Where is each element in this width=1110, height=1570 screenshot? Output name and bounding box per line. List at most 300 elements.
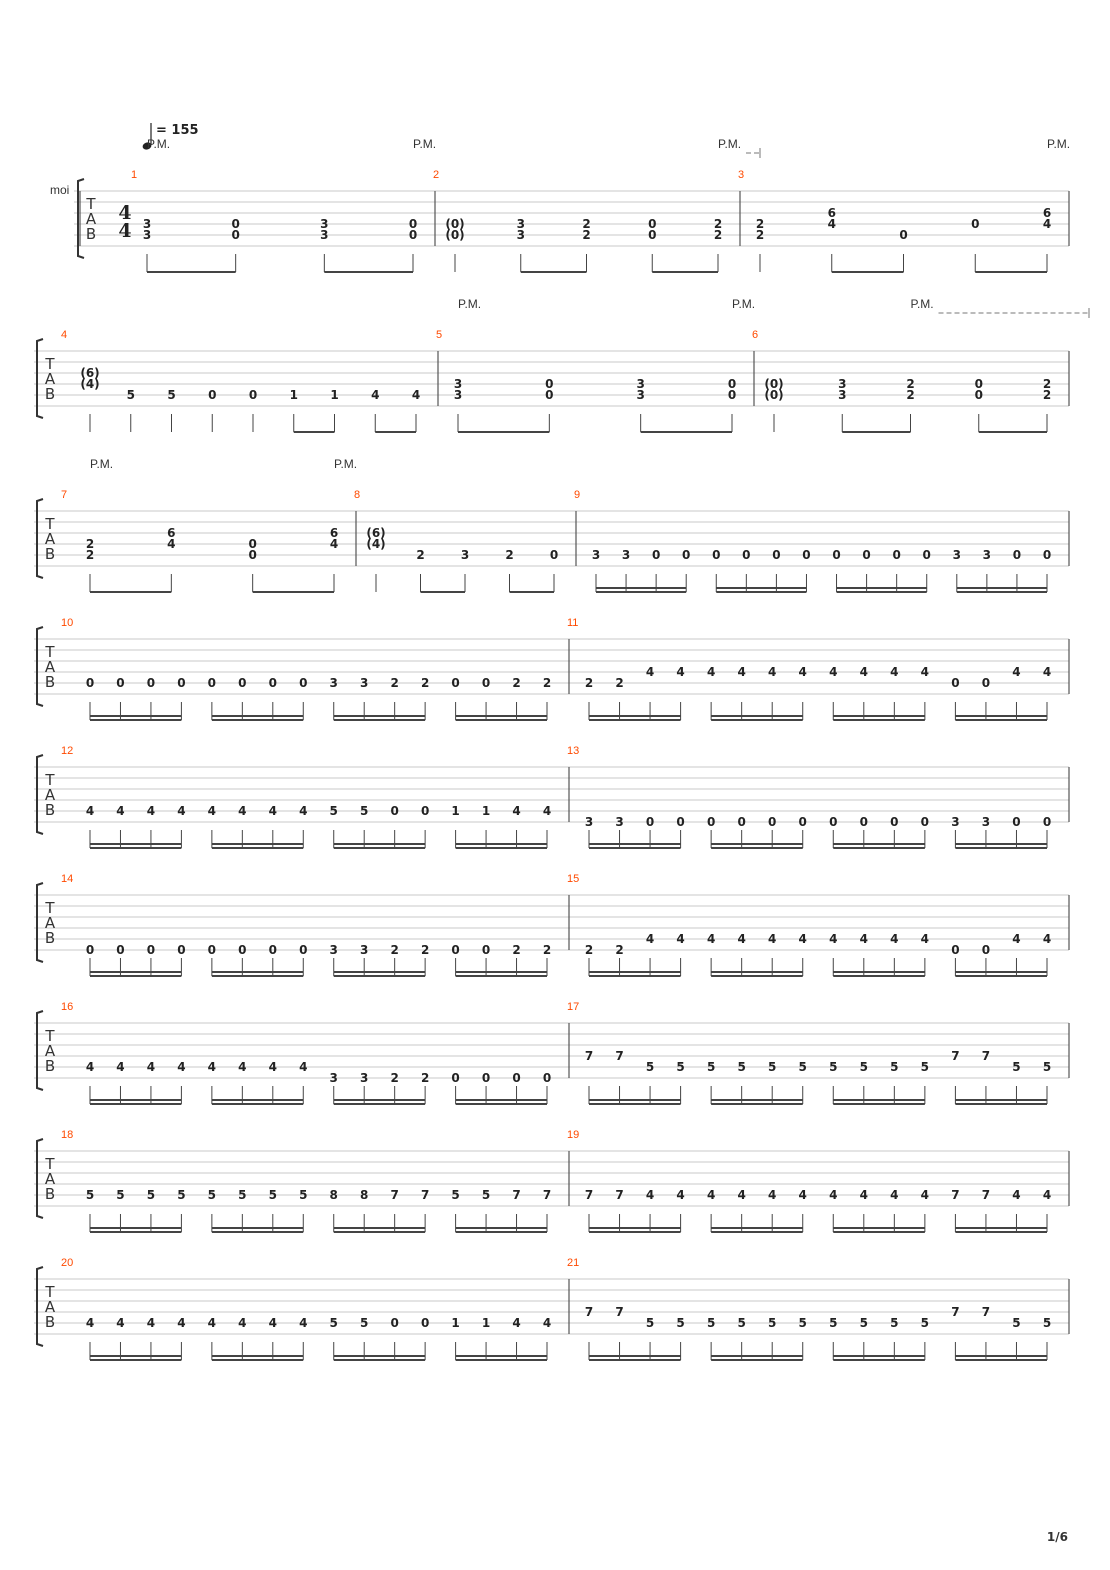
fret-number: 5	[645, 1316, 655, 1330]
tab-clef-letter: A	[85, 210, 97, 228]
fret-number: 0	[1042, 548, 1052, 562]
fret-number: 4	[859, 665, 868, 679]
fret-number: 0	[146, 943, 156, 957]
fret-number: 7	[981, 1188, 991, 1202]
fret-number: 2	[505, 548, 514, 562]
fret-number: 2	[420, 676, 430, 690]
measure	[61, 617, 551, 720]
fret-number: 3	[329, 676, 338, 690]
fret-number: 7	[951, 1188, 960, 1202]
fret-number: 0	[542, 1071, 552, 1085]
fret-number: 5	[360, 804, 369, 818]
fret-number: 0	[981, 943, 991, 957]
measure	[567, 617, 1051, 720]
fret-number: 0	[545, 377, 554, 391]
fret-number: 5	[146, 1188, 156, 1202]
fret-number: 4	[798, 1188, 807, 1202]
fret-number: 0	[146, 676, 156, 690]
fret-number: 0	[798, 815, 807, 829]
fret-number: 3	[360, 1071, 369, 1085]
fret-number: 7	[981, 1049, 991, 1063]
fret-number: 0	[742, 548, 751, 562]
measure-number: 9	[574, 489, 581, 501]
tab-clef-letter: B	[44, 1057, 56, 1075]
fret-number: 2	[755, 228, 765, 242]
fret-number: 7	[981, 1305, 991, 1319]
fret-number: 4	[299, 1060, 308, 1074]
fret-number: 5	[645, 1060, 655, 1074]
fret-number: 0	[922, 548, 931, 562]
fret-number: 0	[772, 548, 781, 562]
fret-number: 4	[116, 804, 125, 818]
fret-number: 4	[116, 1060, 125, 1074]
measure	[567, 873, 1051, 976]
fret-number: 5	[177, 1188, 186, 1202]
fret-number: 6	[329, 526, 339, 540]
tab-clef-letter: T	[45, 355, 55, 373]
fret-number: 0	[682, 548, 691, 562]
tab-clef-letter: T	[45, 1283, 55, 1301]
fret-number: 5	[859, 1316, 868, 1330]
tab-clef-letter: B	[44, 385, 56, 403]
fret-number: 5	[676, 1316, 685, 1330]
fret-number: 3	[460, 548, 470, 562]
fret-number: 4	[676, 1188, 685, 1202]
fret-number: 1	[481, 804, 491, 818]
fret-number: 4	[829, 665, 838, 679]
fret-number: 5	[85, 1188, 95, 1202]
fret-number: 4	[1042, 217, 1052, 231]
measure-number: 19	[567, 1129, 580, 1141]
fret-number: 3	[329, 943, 338, 957]
fret-number: 5	[920, 1316, 930, 1330]
fret-number: 0	[651, 548, 661, 562]
fret-number: 4	[645, 932, 655, 946]
fret-number: 0	[408, 228, 418, 242]
fret-number: 0	[832, 548, 841, 562]
fret-number: 2	[85, 537, 95, 551]
fret-number: 0	[451, 676, 460, 690]
fret-number: 5	[676, 1060, 685, 1074]
fret-number: 4	[920, 1188, 930, 1202]
fret-number: 7	[615, 1188, 624, 1202]
fret-number: 4	[207, 804, 217, 818]
measure-number: 11	[567, 617, 579, 629]
fret-number: 4	[1012, 665, 1021, 679]
fret-number: 5	[798, 1316, 807, 1330]
palm-mute-label: P.M.	[458, 297, 482, 311]
tab-system	[34, 1257, 1069, 1360]
measure-number: 18	[61, 1129, 74, 1141]
fret-number: 4	[329, 537, 339, 551]
fret-number: 5	[268, 1188, 277, 1202]
fret-number: 4	[1012, 1188, 1021, 1202]
fret-number: 0	[1042, 815, 1052, 829]
fret-number: 4	[859, 1188, 868, 1202]
fret-number: 4	[512, 804, 521, 818]
fret-number: 2	[542, 943, 552, 957]
measure-number: 20	[61, 1257, 74, 1269]
fret-number: 1	[451, 1316, 460, 1330]
fret-number: 4	[268, 1316, 277, 1330]
tab-system	[34, 745, 1069, 848]
fret-number: 2	[713, 228, 723, 242]
fret-number: 0	[248, 548, 257, 562]
fret-number: 4	[676, 665, 685, 679]
palm-mute-label: P.M.	[1047, 137, 1071, 151]
measure	[61, 1001, 551, 1104]
fret-number: 3	[636, 388, 645, 402]
fret-number: 5	[859, 1060, 868, 1074]
fret-number: 4	[829, 932, 838, 946]
fret-number: 3	[320, 228, 329, 242]
fret-number: 5	[768, 1316, 777, 1330]
fret-number: 2	[390, 1071, 399, 1085]
fret-number: 0	[859, 815, 868, 829]
fret-number: 5	[1042, 1060, 1052, 1074]
fret-number: 4	[207, 1060, 217, 1074]
measure	[61, 457, 357, 592]
fret-number: 7	[584, 1305, 594, 1319]
fret-number: 4	[146, 1316, 156, 1330]
fret-number: 7	[951, 1049, 960, 1063]
fret-number: 0	[1012, 815, 1021, 829]
fret-number: 0	[420, 1316, 430, 1330]
fret-number: 0	[85, 943, 95, 957]
palm-mute-label: P.M.	[910, 297, 934, 311]
fret-number: 4	[371, 388, 380, 402]
palm-mute-label: P.M.	[90, 457, 114, 471]
measure	[354, 489, 558, 592]
fret-number: 6	[167, 526, 176, 540]
fret-number: 3	[591, 548, 601, 562]
fret-number: 0	[299, 676, 308, 690]
fret-number: 3	[516, 228, 525, 242]
fret-number: 5	[116, 1188, 125, 1202]
fret-number: 6	[827, 206, 836, 220]
fret-number: 7	[512, 1188, 521, 1202]
fret-number: 4	[146, 804, 156, 818]
fret-number: 2	[906, 377, 915, 391]
fret-number: 5	[737, 1060, 746, 1074]
fret-number: 0	[85, 676, 95, 690]
fret-number: 3	[453, 388, 463, 402]
fret-number: 0	[727, 377, 737, 391]
fret-number: 5	[329, 804, 338, 818]
fret-number: 4	[177, 1060, 186, 1074]
fret-number: 3	[360, 676, 369, 690]
measure-number: 15	[567, 873, 580, 885]
fret-number: 4	[737, 1188, 746, 1202]
fret-number: 0	[207, 676, 217, 690]
measure	[61, 329, 420, 432]
fret-number: 4	[238, 1060, 247, 1074]
tab-clef-letter: B	[85, 225, 97, 243]
tab-clef-letter: A	[44, 1298, 56, 1316]
measure-number: 13	[567, 745, 580, 757]
tab-system	[34, 457, 1069, 592]
fret-number: 4	[85, 1316, 95, 1330]
fret-number: 4	[645, 665, 655, 679]
fret-number: 0	[207, 943, 217, 957]
fret-number: 0	[645, 815, 655, 829]
measure-number: 8	[354, 489, 361, 501]
fret-number: 0	[390, 1316, 399, 1330]
fret-number: 2	[512, 676, 521, 690]
fret-number: 2	[390, 943, 399, 957]
fret-number: 2	[906, 388, 915, 402]
fret-number: 0	[802, 548, 811, 562]
fret-number: 0	[545, 388, 554, 402]
fret-number: 0	[512, 1071, 521, 1085]
fret-number: 0	[238, 676, 247, 690]
fret-number: 0	[712, 548, 721, 562]
measure	[752, 297, 1089, 432]
fret-number: 0	[451, 943, 460, 957]
fret-number: 0	[1012, 548, 1022, 562]
fret-number: 0	[862, 548, 871, 562]
fret-number: (6)	[366, 526, 386, 540]
fret-number: (4)	[80, 377, 100, 391]
measure	[567, 745, 1051, 848]
tab-clef-letter: B	[44, 801, 56, 819]
fret-number: 4	[146, 1060, 156, 1074]
fret-number: 4	[920, 665, 930, 679]
measure	[61, 745, 551, 848]
measure-number: 14	[61, 873, 74, 885]
time-signature-bottom: 4	[118, 220, 132, 242]
fret-number: 4	[1012, 932, 1021, 946]
tab-clef-letter: T	[45, 1027, 55, 1045]
fret-number: 4	[920, 932, 930, 946]
fret-number: 0	[974, 388, 983, 402]
fret-number: 4	[737, 665, 746, 679]
fret-number: 4	[177, 804, 186, 818]
fret-number: 4	[207, 1316, 217, 1330]
fret-number: 5	[706, 1060, 716, 1074]
fret-number: 7	[615, 1305, 624, 1319]
tab-clef-letter: T	[86, 195, 96, 213]
fret-number: 0	[829, 815, 838, 829]
fret-number: 0	[481, 943, 491, 957]
fret-number: 4	[768, 1188, 777, 1202]
measure-number: 10	[61, 617, 74, 629]
palm-mute-label: P.M.	[147, 137, 171, 151]
fret-number: 4	[706, 1188, 716, 1202]
fret-number: 3	[952, 548, 961, 562]
fret-number: 2	[416, 548, 425, 562]
tab-clef-letter: A	[44, 530, 56, 548]
fret-number: 4	[768, 665, 777, 679]
fret-number: 4	[299, 1316, 308, 1330]
fret-number: 0	[890, 815, 899, 829]
fret-number: 0	[951, 676, 960, 690]
measure-number: 17	[567, 1001, 580, 1013]
tab-clef-letter: A	[44, 1042, 56, 1060]
fret-number: 5	[737, 1316, 746, 1330]
fret-number: 4	[238, 1316, 247, 1330]
fret-number: 1	[289, 388, 298, 402]
fret-number: 5	[890, 1060, 899, 1074]
fret-number: 5	[299, 1188, 308, 1202]
fret-number: 0	[481, 1071, 491, 1085]
fret-number: 5	[238, 1188, 247, 1202]
fret-number: 2	[1042, 388, 1052, 402]
fret-number: 0	[481, 676, 491, 690]
fret-number: 0	[451, 1071, 460, 1085]
fret-number: 4	[798, 665, 807, 679]
fret-number: 2	[615, 943, 624, 957]
fret-number: 2	[755, 217, 765, 231]
measure-number: 1	[131, 169, 138, 181]
fret-number: 2	[584, 676, 594, 690]
fret-number: 3	[636, 377, 645, 391]
fret-number: 0	[899, 228, 908, 242]
fret-number: 0	[238, 943, 247, 957]
fret-number: 4	[890, 1188, 899, 1202]
tab-system	[34, 873, 1069, 976]
measure	[567, 1129, 1051, 1232]
fret-number: 0	[268, 943, 277, 957]
fret-number: 4	[676, 932, 685, 946]
fret-number: 5	[481, 1188, 491, 1202]
fret-number: 3	[621, 548, 631, 562]
fret-number: 4	[167, 537, 176, 551]
tab-clef-letter: A	[44, 786, 56, 804]
fret-number: 4	[706, 932, 716, 946]
fret-number: 3	[584, 815, 594, 829]
fret-number: 0	[248, 388, 258, 402]
tab-clef-letter: B	[44, 545, 56, 563]
fret-number: 4	[268, 804, 277, 818]
page-number: 1/6	[1046, 1530, 1068, 1544]
fret-number: 5	[920, 1060, 930, 1074]
fret-number: 4	[1042, 932, 1052, 946]
fret-number: 4	[116, 1316, 125, 1330]
measure-number: 16	[61, 1001, 74, 1013]
fret-number: 0	[177, 676, 186, 690]
measure-number: 2	[433, 169, 440, 181]
fret-number: 5	[1012, 1316, 1021, 1330]
fret-number: 5	[798, 1060, 807, 1074]
fret-number: 3	[838, 388, 847, 402]
measure	[738, 137, 1070, 272]
fret-number: 4	[645, 1188, 655, 1202]
fret-number: 0	[231, 228, 240, 242]
fret-number: 2	[512, 943, 521, 957]
fret-number: 5	[126, 388, 135, 402]
measure	[61, 1129, 551, 1232]
fret-number: 0	[974, 377, 983, 391]
fret-number: 0	[248, 537, 257, 551]
tab-clef-letter: T	[45, 515, 55, 533]
fret-number: 5	[1012, 1060, 1021, 1074]
measure	[61, 1257, 551, 1360]
measure-number: 5	[436, 329, 443, 341]
fret-number: 4	[890, 932, 899, 946]
fret-number: 3	[982, 548, 992, 562]
fret-number: 0	[390, 804, 399, 818]
fret-number: 4	[737, 932, 746, 946]
tab-clef-letter: T	[45, 899, 55, 917]
tab-clef-letter: A	[44, 1170, 56, 1188]
fret-number: 0	[892, 548, 901, 562]
fret-number: 5	[829, 1060, 838, 1074]
fret-number: 2	[420, 943, 430, 957]
fret-number: 4	[827, 217, 836, 231]
tab-system	[34, 1001, 1069, 1104]
fret-number: 0	[408, 217, 418, 231]
fret-number: 3	[329, 1071, 338, 1085]
tab-system	[34, 617, 1069, 720]
fret-number: 4	[268, 1060, 277, 1074]
tab-clef-letter: B	[44, 929, 56, 947]
fret-number: 4	[177, 1316, 186, 1330]
measure-number: 21	[567, 1257, 580, 1269]
fret-number: 6	[1042, 206, 1052, 220]
fret-number: 0	[951, 943, 960, 957]
fret-number: 5	[829, 1316, 838, 1330]
fret-number: 7	[584, 1049, 594, 1063]
fret-number: 5	[890, 1316, 899, 1330]
fret-number: 0	[920, 815, 930, 829]
measure	[436, 297, 755, 432]
fret-number: 7	[390, 1188, 399, 1202]
fret-number: 4	[859, 932, 868, 946]
fret-number: 0	[981, 676, 991, 690]
fret-number: 5	[768, 1060, 777, 1074]
fret-number: 3	[951, 815, 960, 829]
fret-number: 7	[951, 1305, 960, 1319]
fret-number: 4	[238, 804, 247, 818]
measure	[567, 1257, 1051, 1360]
tab-clef-letter: B	[44, 1313, 56, 1331]
fret-number: 0	[116, 676, 125, 690]
palm-mute-label: P.M.	[718, 137, 742, 151]
fret-number: 4	[411, 388, 421, 402]
measure-number: 7	[61, 489, 68, 501]
fret-number: 4	[829, 1188, 838, 1202]
fret-number: 7	[420, 1188, 430, 1202]
fret-number: 0	[268, 676, 277, 690]
fret-number: 5	[451, 1188, 460, 1202]
tempo-marking: = 155	[156, 123, 199, 138]
fret-number: 3	[981, 815, 991, 829]
fret-number: 2	[584, 943, 594, 957]
palm-mute-label: P.M.	[334, 457, 358, 471]
fret-number: 3	[516, 217, 525, 231]
fret-number: (0)	[445, 228, 465, 242]
tab-system	[34, 1129, 1069, 1232]
fret-number: (0)	[764, 377, 784, 391]
fret-number: 5	[360, 1316, 369, 1330]
measure-number: 6	[752, 329, 759, 341]
fret-number: 0	[116, 943, 125, 957]
time-signature-top: 4	[118, 202, 132, 224]
fret-number: 0	[737, 815, 746, 829]
palm-mute-label: P.M.	[413, 137, 437, 151]
measure	[131, 137, 436, 272]
fret-number: 4	[85, 804, 95, 818]
fret-number: 0	[971, 217, 980, 231]
fret-number: 4	[542, 804, 552, 818]
fret-number: 8	[360, 1188, 369, 1202]
fret-number: 2	[582, 217, 591, 231]
fret-number: (4)	[366, 537, 386, 551]
measure-number: 3	[738, 169, 745, 181]
fret-number: 4	[890, 665, 899, 679]
tab-system	[50, 123, 1070, 272]
